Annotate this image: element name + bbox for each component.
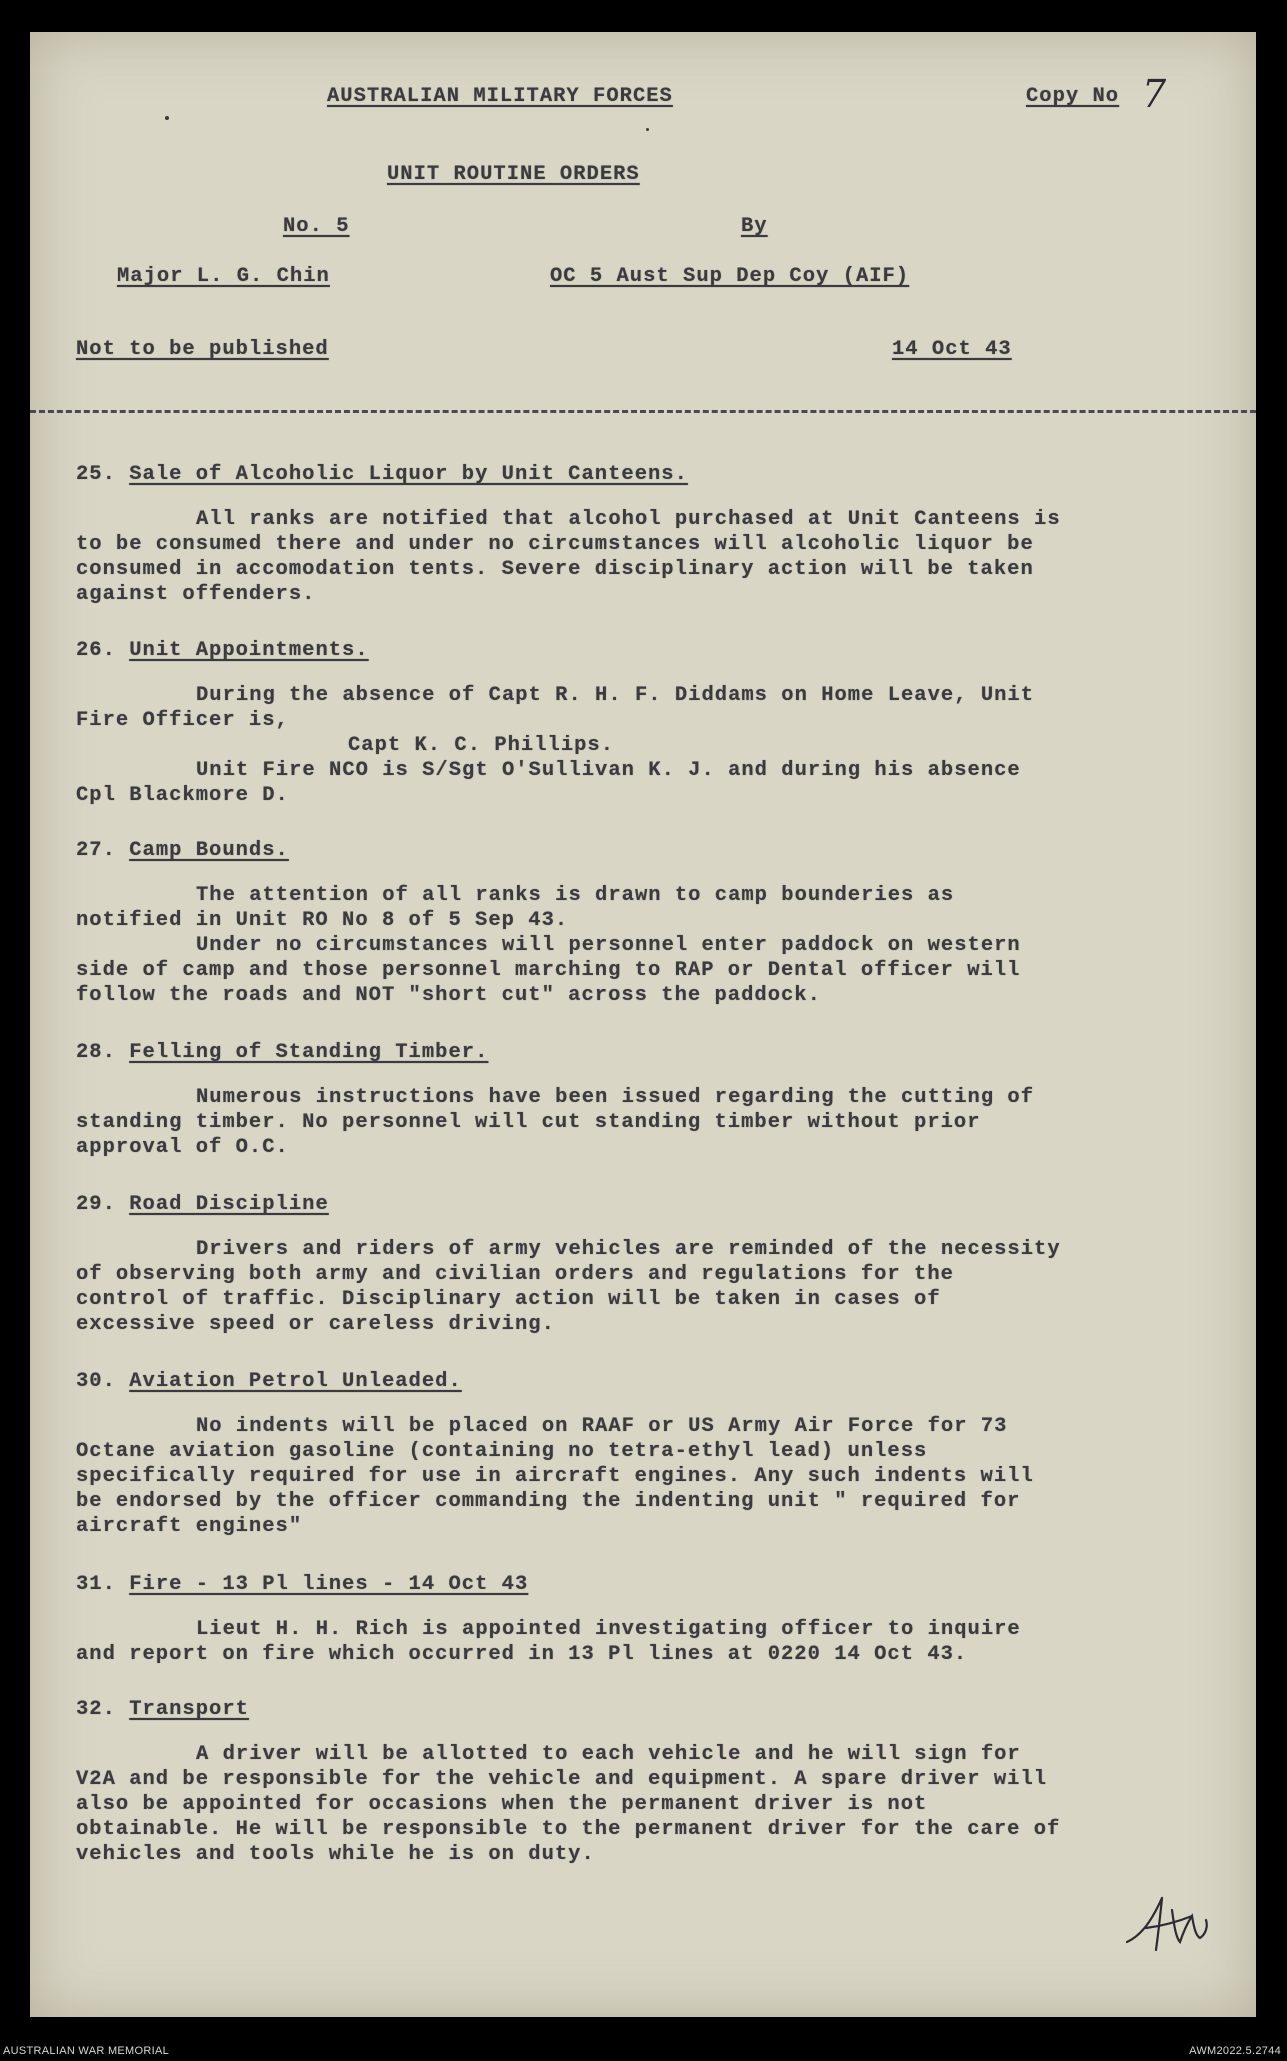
- order-title: Sale of Alcoholic Liquor by Unit Canteens.: [129, 463, 688, 486]
- order-title: Road Discipline: [129, 1193, 329, 1216]
- text-line: follow the roads and NOT "short cut" across the paddock.: [76, 984, 821, 1007]
- text-line: The attention of all ranks is drawn to camp bounderies as: [196, 884, 955, 907]
- order-25: [76, 462, 1246, 607]
- text-line: Fire Officer is,: [76, 709, 289, 732]
- order-28: [76, 1040, 1246, 1160]
- handwritten-initials-icon: [1122, 1890, 1212, 1960]
- text-line: of observing both army and civilian orders and regulations for the: [76, 1263, 954, 1286]
- text-line: During the absence of Capt R. H. F. Diddams on Home Leave, Unit: [196, 684, 1035, 707]
- text-line: V2A and be responsible for the vehicle and equipment. A spare driver will: [76, 1768, 1048, 1791]
- text-line: approval of O.C.: [76, 1136, 289, 1159]
- order-title: Transport: [129, 1698, 249, 1721]
- publication-note: Not to be published: [76, 338, 329, 361]
- text-line: and report on fire which occurred in 13 Pl lines at 0220 14 Oct 43.: [76, 1643, 968, 1666]
- text-line: against offenders.: [76, 583, 316, 606]
- text-line: standing timber. No personnel will cut standing timber without prior: [76, 1111, 981, 1134]
- text-line: excessive speed or careless driving.: [76, 1313, 555, 1336]
- text-line: aircraft engines": [76, 1515, 303, 1538]
- order-body: [76, 1237, 1246, 1337]
- order-date: 14 Oct 43: [892, 338, 1012, 361]
- copy-number-handwritten: 7: [1142, 72, 1167, 116]
- text-line: side of camp and those personnel marching to RAP or Dental officer will: [76, 959, 1021, 982]
- document-title: UNIT ROUTINE ORDERS: [387, 163, 640, 186]
- order-title: Aviation Petrol Unleaded.: [129, 1370, 462, 1393]
- text-line: No indents will be placed on RAAF or US Army Air Force for 73: [196, 1415, 1008, 1438]
- order-num: 30.: [76, 1370, 116, 1393]
- text-line: specifically required for use in aircraft engines. Any such indents will: [76, 1465, 1034, 1488]
- text-line: Unit Fire NCO is S/Sgt O'Sullivan K. J. and during his absence: [196, 759, 1021, 782]
- mark: [165, 116, 169, 120]
- order-body: [76, 683, 1246, 808]
- text-line: vehicles and tools while he is on duty.: [76, 1843, 595, 1866]
- order-title: Camp Bounds.: [129, 839, 289, 862]
- text-line: Octane aviation gasoline (containing no tetra-ethyl lead) unless: [76, 1440, 928, 1463]
- footer-reference: AWM2022.5.2744: [1189, 2045, 1281, 2057]
- order-32: [76, 1697, 1246, 1867]
- order-num: 29.: [76, 1193, 116, 1216]
- order-num: 28.: [76, 1041, 116, 1064]
- text-line: consumed in accomodation tents. Severe disciplinary action will be taken: [76, 558, 1034, 581]
- order-title: Felling of Standing Timber.: [129, 1041, 489, 1064]
- text-line: control of traffic. Disciplinary action will be taken in cases of: [76, 1288, 941, 1311]
- order-body: [76, 1414, 1246, 1539]
- order-num: 25.: [76, 463, 116, 486]
- order-num: 31.: [76, 1573, 116, 1596]
- officer-name: Major L. G. Chin: [117, 265, 330, 288]
- order-body: [76, 1617, 1246, 1667]
- text-line: to be consumed there and under no circumstances will alcoholic liquor be: [76, 533, 1034, 556]
- text-line: Under no circumstances will personnel enter paddock on western: [196, 934, 1021, 957]
- text-line: All ranks are notified that alcohol purchased at Unit Canteens is: [196, 508, 1061, 531]
- text-line: notified in Unit RO No 8 of 5 Sep 43.: [76, 909, 569, 932]
- order-26: [76, 638, 1246, 808]
- text-line: Numerous instructions have been issued regarding the cutting of: [196, 1086, 1035, 1109]
- order-title: Unit Appointments.: [129, 639, 369, 662]
- footer-credit: AUSTRALIAN WAR MEMORIAL: [3, 2045, 170, 2057]
- order-title: Fire - 13 Pl lines - 14 Oct 43: [129, 1573, 529, 1596]
- order-num: 27.: [76, 839, 116, 862]
- order-30: [76, 1369, 1246, 1539]
- order-number: No. 5: [283, 215, 350, 238]
- text-line: Cpl Blackmore D.: [76, 784, 289, 807]
- text-line: be endorsed by the officer commanding the indenting unit " required for: [76, 1490, 1021, 1513]
- text-line: Capt K. C. Phillips.: [348, 734, 615, 757]
- text-line: also be appointed for occasions when the permanent driver is not: [76, 1793, 928, 1816]
- text-line: Lieut H. H. Rich is appointed investigating officer to inquire: [196, 1618, 1021, 1641]
- order-body: [76, 883, 1246, 1008]
- unit-name: OC 5 Aust Sup Dep Coy (AIF): [550, 265, 910, 288]
- order-num: 32.: [76, 1698, 116, 1721]
- order-29: [76, 1192, 1246, 1337]
- copy-label: Copy No: [1026, 85, 1120, 108]
- org-heading: AUSTRALIAN MILITARY FORCES: [327, 85, 673, 108]
- text-line: obtainable. He will be responsible to the permanent driver for the care of: [76, 1818, 1061, 1841]
- text-line: Drivers and riders of army vehicles are reminded of the necessity: [196, 1238, 1061, 1261]
- order-body: [76, 1085, 1246, 1160]
- document-page: [30, 32, 1256, 2017]
- by-label: By: [741, 215, 768, 238]
- divider: [30, 410, 1256, 413]
- order-num: 26.: [76, 639, 116, 662]
- text-line: A driver will be allotted to each vehicle and he will sign for: [196, 1743, 1021, 1766]
- order-31: [76, 1572, 1246, 1667]
- order-27: [76, 838, 1246, 1008]
- order-body: [76, 507, 1246, 607]
- order-body: [76, 1742, 1246, 1867]
- mark: [646, 128, 649, 131]
